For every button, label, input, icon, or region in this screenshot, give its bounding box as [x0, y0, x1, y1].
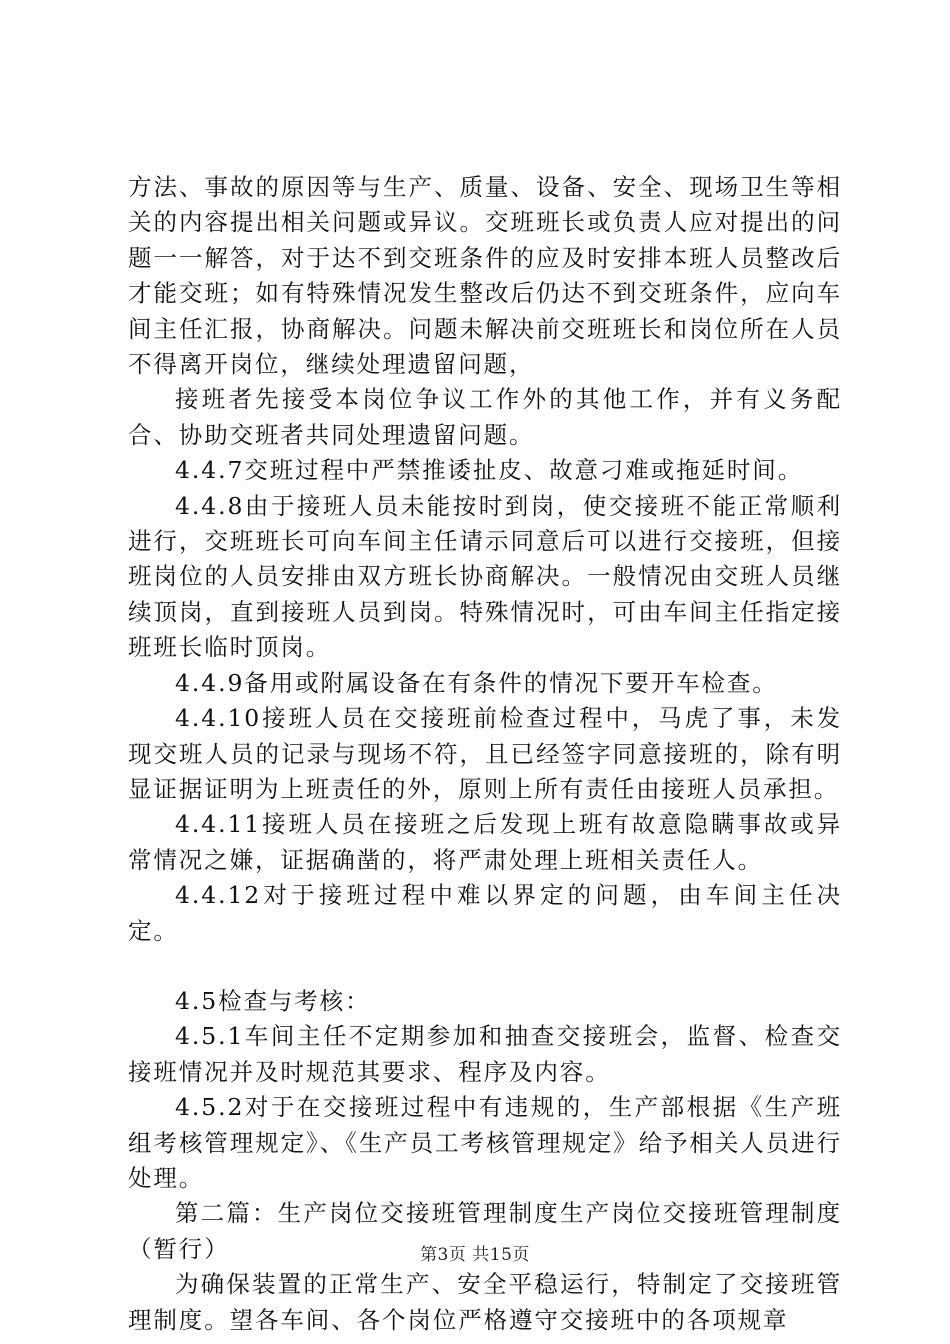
paragraph: 4.4.10接班人员在交接班前检查过程中，马虎了事，未发现交班人员的记录与现场不符，且已经签字同意接班的，除有明显证据证明为上班责任的外，原则上所有责任由接班人员承担。 — [128, 704, 842, 803]
paragraph: 方法、事故的原因等与生产、质量、设备、安全、现场卫生等相关的内容提出相关问题或异议。交班班长或负责人应对提出的问题一一解答，对于达不到交班条件的应及时安排本班人员整改后才能交班；如有特殊情况发生整改后仍达不到交班条件，应向车间主任汇报，协商解决。问题未解决前交班班长和岗位所在人员不得离开岗位，继续处理遗留问题， — [128, 173, 842, 379]
page-footer: 第3页 共15页 — [420, 1245, 530, 1265]
paragraph: 4.4.11接班人员在接班之后发现上班有故意隐瞒事故或异常情况之嫌，证据确凿的，将严肃处理上班相关责任人。 — [128, 810, 842, 874]
paragraph: 4.4.12对于接班过程中难以界定的问题，由车间主任决定。 — [128, 881, 842, 945]
section-heading: 4.5检查与考核： — [175, 986, 371, 1015]
chapter-title: 第二篇：生产岗位交接班管理制度生产岗位交接班管理制度（暂行） — [128, 1199, 842, 1263]
document-body — [128, 170, 842, 1338]
paragraph: 4.5.2对于在交接班过程中有违规的，生产部根据《生产班组考核管理规定》、《生产员工考核管理规定》给予相关人员进行处理。 — [128, 1093, 842, 1192]
paragraph: 为确保装置的正常生产、安全平稳运行，特制定了交接班管理制度。望各车间、各个岗位严格遵守交接班中的各项规章 — [128, 1270, 842, 1334]
paragraph: 4.4.8由于接班人员未能按时到岗，使交接班不能正常顺利进行，交班班长可向车间主任请示同意后可以进行交接班，但接班岗位的人员安排由双方班长协商解决。一般情况由交班人员继续顶岗，直到接班人员到岗。特殊情况时，可由车间主任指定接班班长临时顶岗。 — [128, 491, 842, 662]
paragraph: 4.4.7交班过程中严禁推诿扯皮、故意刁难或拖延时间。 — [175, 456, 804, 485]
paragraph: 4.5.1车间主任不定期参加和抽查交接班会，监督、检查交接班情况并及时规范其要求、程序及内容。 — [128, 1022, 842, 1086]
paragraph: 4.4.9备用或附属设备在有条件的情况下要开车检查。 — [175, 668, 778, 697]
paragraph: 接班者先接受本岗位争议工作外的其他工作，并有义务配合、协助交班者共同处理遗留问题。 — [128, 385, 842, 449]
blank-line — [128, 949, 842, 984]
